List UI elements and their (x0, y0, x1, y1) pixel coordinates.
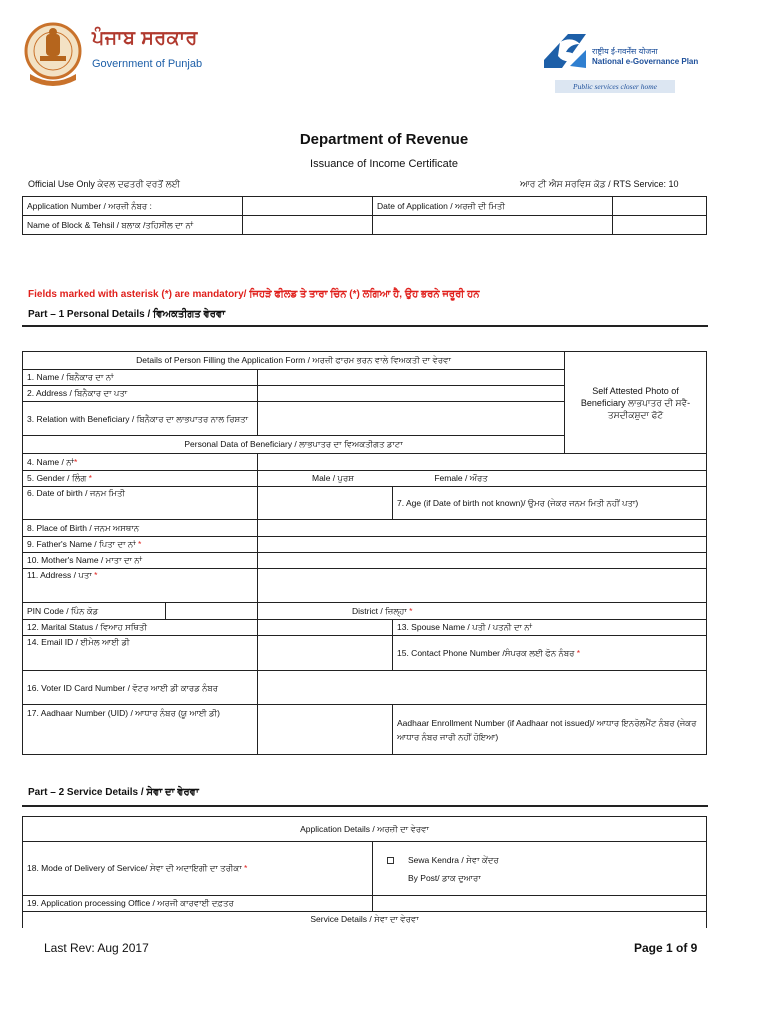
application-number-label: Application Number / ਅਰਜ਼ੀ ਨੰਬਰ : (23, 197, 243, 216)
official-use-label: Official Use Only ਕੇਵਲ ਦਫਤਰੀ ਵਰਤੋਂ ਲਈ (28, 179, 181, 189)
page-number: Page 1 of 9 (634, 941, 698, 955)
father-name-label: 9. Father's Name / ਪਿਤਾ ਦਾ ਨਾਂ * (23, 537, 258, 553)
egov-tagline: Public services closer home (555, 80, 675, 93)
birth-place-field[interactable] (258, 520, 707, 537)
email-field[interactable] (258, 636, 393, 671)
gender-male-option[interactable]: Male / ਪੁਰਸ਼ (312, 473, 354, 483)
birth-place-label: 8. Place of Birth / ਜਨਮ ਅਸਥਾਨ (23, 520, 258, 537)
marital-status-label: 12. Marital Status / ਵਿਆਹ ਸਥਿਤੀ (23, 620, 258, 636)
personal-data-header: Personal Data of Beneficiary / ਲਾਭਪਾਤਰ ਦਾ ਵਿਅਕਤੀਗਤ ਡਾਟਾ (23, 436, 565, 454)
aadhaar-number-label: 17. Aadhaar Number (UID) / ਆਧਾਰ ਨੰਬਰ (ਯੂ ਆਈ ਡੀ) (23, 705, 258, 755)
office-use-table (22, 196, 707, 235)
block-tehsil-field-3[interactable] (613, 216, 707, 235)
voter-id-label: 16. Voter ID Card Number / ਵੋਟਰ ਆਈ ਡੀ ਕਾਰਡ ਨੰਬਰ (23, 671, 258, 705)
delivery-mode-label: 18. Mode of Delivery of Service/ ਸੇਵਾ ਦੀ ਅਦਾਇਗੀ ਦਾ ਤਰੀਕਾ * (23, 842, 373, 896)
personal-details-table (22, 351, 707, 755)
aadhaar-enrollment-label[interactable]: Aadhaar Enrollment Number (if Aadhaar not issued)/ ਆਧਾਰ ਇਨਰੋਲਮੈਂਟ ਨੰਬਰ (ਜੇਕਰ ਆਧਾਰ ਨੰਬਰ ਜਾਰੀ ਨਹੀਂ ਹੋਇਆ) (393, 705, 707, 755)
mandatory-fields-note: Fields marked with asterisk (*) are mandatory/ ਜਿਹੜੇ ਫੀਲਡ ਤੇ ਤਾਰਾ ਚਿੰਨ (*) ਲਗਿਆ ਹੈ, ਉਹ ਭਰਨੇ ਜਰੂਰੀ ਹਨ (28, 289, 480, 300)
email-label: 14. Email ID / ਈਮੇਲ ਆਈ ਡੀ (23, 636, 258, 671)
gender-options[interactable] (258, 471, 565, 487)
beneficiary-address-label: 11. Address / ਪਤਾ * (23, 569, 258, 603)
application-details-header: Application Details / ਅਰਜ਼ੀ ਦਾ ਵੇਰਵਾ (23, 817, 707, 842)
by-post-checkbox[interactable] (387, 875, 394, 882)
egov-english-name: National e-Governance Plan (592, 57, 699, 66)
beneficiary-photo-box[interactable]: Self Attested Photo of Beneficiary ਲਾਭਪਾਤਰ ਦੀ ਸਵੈ-ਤਸਦੀਕਸ਼ੁਦਾ ਫੋਟੋ (565, 352, 707, 454)
pin-code-field[interactable] (166, 603, 258, 620)
block-tehsil-field-2[interactable] (373, 216, 613, 235)
dob-field[interactable] (258, 487, 393, 520)
application-date-field[interactable] (613, 197, 707, 216)
block-tehsil-label: Name of Block & Tehsil / ਬਲਾਕ /ਤਹਿਸੀਲ ਦਾ ਨਾਂ (23, 216, 243, 235)
processing-office-field[interactable] (373, 896, 707, 912)
mother-name-label: 10. Mother's Name / ਮਾਤਾ ਦਾ ਨਾਂ (23, 553, 258, 569)
applicant-address-label: 2. Address / ਬਿਨੈਕਾਰ ਦਾ ਪਤਾ (23, 386, 258, 402)
punjab-govt-subtitle: Government of Punjab (92, 58, 203, 70)
part2-divider (22, 805, 708, 807)
option-by-post[interactable]: By Post/ ਡਾਕ ਦੁਆਰਾ (387, 869, 702, 887)
block-tehsil-field[interactable] (243, 216, 373, 235)
aadhaar-number-field[interactable] (258, 705, 393, 755)
part1-divider (22, 325, 708, 327)
beneficiary-name-field[interactable] (258, 454, 707, 471)
rts-service-code: ਆਰ ਟੀ ਐਸ ਸਰਵਿਸ ਕੋਡ / RTS Service: 10 (520, 179, 679, 189)
service-details-header: Service Details / ਸੇਵਾ ਦਾ ਵੇਰਵਾ (23, 912, 707, 928)
delivery-mode-options (373, 842, 707, 896)
part2-heading: Part – 2 Service Details / ਸੇਵਾ ਦਾ ਵੇਰਵਾ (28, 787, 199, 798)
voter-id-field[interactable] (258, 671, 707, 705)
beneficiary-name-label: 4. Name / ਨਾਂ* (23, 454, 258, 471)
applicant-address-field[interactable] (258, 386, 565, 402)
service-details-table (22, 816, 707, 928)
punjab-government-emblem-icon (22, 18, 84, 90)
dob-label: 6. Date of birth / ਜਨਮ ਮਿਤੀ (23, 487, 258, 520)
filler-details-header: Details of Person Filling the Application Form / ਅਰਜ਼ੀ ਫਾਰਮ ਭਰਨ ਵਾਲੇ ਵਿਅਕਤੀ ਦਾ ਵੇਰਵਾ (23, 352, 565, 370)
relation-label: 3. Relation with Beneficiary / ਬਿਨੈਕਾਰ ਦਾ ਲਾਭਪਾਤਰ ਨਾਲ ਰਿਸ਼ਤਾ (23, 402, 258, 436)
applicant-name-field[interactable] (258, 370, 565, 386)
relation-field[interactable] (258, 402, 565, 436)
phone-label[interactable]: 15. Contact Phone Number /ਸੰਪਰਕ ਲਈ ਫੋਨ ਨੰਬਰ * (393, 636, 707, 671)
spouse-name-label[interactable]: 13. Spouse Name / ਪਤੀ / ਪਤਨੀ ਦਾ ਨਾਂ (393, 620, 707, 636)
processing-office-label: 19. Application processing Office / ਅਰਜੀ ਕਾਰਵਾਈ ਦਫ਼ਤਰ (23, 896, 373, 912)
punjab-govt-title: ਪੰਜਾਬ ਸਰਕਾਰ (92, 28, 198, 49)
gender-female-option[interactable]: Female / ਔਰਤ (434, 473, 488, 483)
father-name-field[interactable] (258, 537, 707, 553)
gender-spacer (565, 471, 707, 487)
document-title: Department of Revenue (299, 131, 469, 148)
gender-label: 5. Gender / ਲਿੰਗ * (23, 471, 258, 487)
part1-heading: Part – 1 Personal Details / ਵਿਅਕਤੀਗਤ ਵੇਰਵਾ (28, 309, 226, 320)
district-label[interactable]: District / ਜ਼ਿਲ੍ਹਾ * (258, 603, 707, 620)
option-sewa-kendra[interactable]: Sewa Kendra / ਸੇਵਾ ਕੇਂਦਰ (387, 851, 702, 869)
document-subtitle: Issuance of Income Certificate (310, 158, 458, 170)
application-number-field[interactable] (243, 197, 373, 216)
application-date-label: Date of Application / ਅਰਜ਼ੀ ਦੀ ਮਿਤੀ (373, 197, 613, 216)
last-revision: Last Rev: Aug 2017 (44, 941, 149, 955)
age-label[interactable]: 7. Age (if Date of birth not known)/ ਉਮਰ (ਜੇਕਰ ਜਨਮ ਮਿਤੀ ਨਹੀਂ ਪਤਾ) (393, 487, 707, 520)
egov-hindi-name: राष्ट्रीय ई-गवर्नेंस योजना (592, 47, 658, 56)
egovernance-logo-icon (540, 30, 590, 72)
sewa-kendra-checkbox[interactable] (387, 857, 394, 864)
mother-name-field[interactable] (258, 553, 707, 569)
applicant-name-label: 1. Name / ਬਿਨੈਕਾਰ ਦਾ ਨਾਂ (23, 370, 258, 386)
pin-code-label: PIN Code / ਪਿੰਨ ਕੋਡ (23, 603, 166, 620)
beneficiary-address-field[interactable] (258, 569, 707, 603)
marital-status-field[interactable] (258, 620, 393, 636)
